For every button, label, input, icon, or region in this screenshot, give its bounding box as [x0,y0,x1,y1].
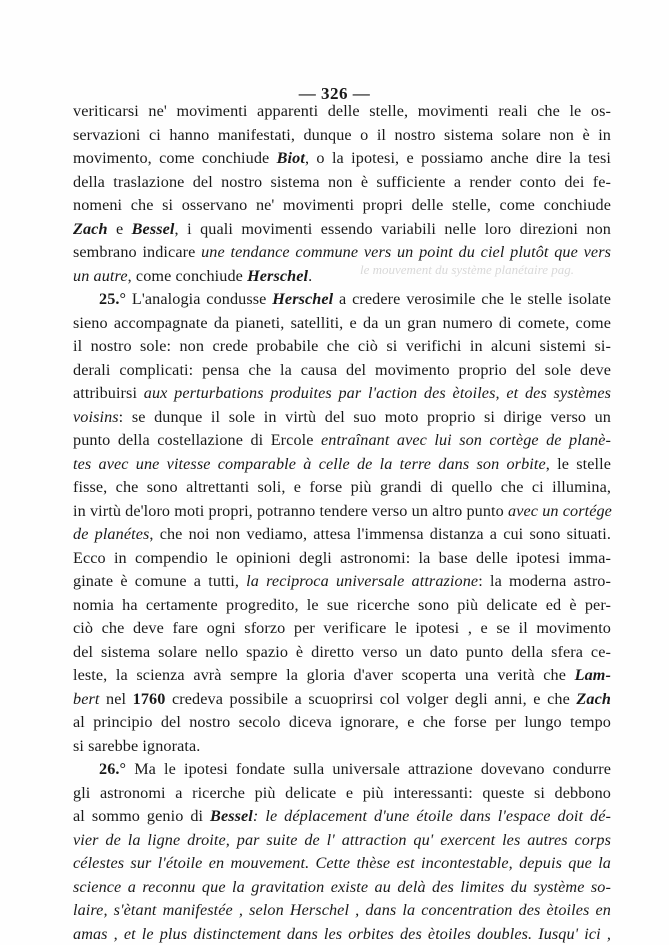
text-segment: Ma le ipotesi fondate sulla universale attrazione dovevano condurre [134,760,611,778]
text-segment: science a reconnu que la gravitation existe au delà des limites du système so- [73,878,611,896]
text-line [73,288,611,312]
text-line [73,570,611,594]
text-line [73,664,611,688]
text-segment: ginate è comune a tutti, [73,572,246,590]
text-line [73,923,611,946]
text-segment: nel [99,690,132,708]
text-line [73,382,611,406]
text-segment: della traslazione del nostro sistema non è sufficiente a render conto dei fe- [73,173,611,191]
text-segment: nomia ha certamente progredito, le sue ricerche sono più delicate ed è per- [73,596,611,614]
text-line [73,711,611,735]
text-line [73,829,611,853]
text-segment: tes avec une vitesse comparable à celle de la terre dans son orbite [73,455,546,473]
text-line [73,359,611,383]
text-line [73,218,611,242]
text-segment: movimento, come conchiude [73,149,277,167]
text-segment: Herschel [272,290,333,308]
text-segment: servazioni ci hanno manifestati, dunque o il nostro sistema solare non è in [73,126,611,144]
text-segment: Herschel [247,267,308,285]
text-segment: une tendance commune vers un point du ciel plutôt que vers [201,243,611,261]
text-segment: vier de la ligne droite, par suite de l' attraction qu' exercent les autres corps [73,831,611,849]
text-segment: la reciproca universale attrazione [246,572,478,590]
text-segment: . [308,267,312,285]
text-segment: Biot [277,149,305,167]
text-segment: , o la ipotesi, e possiamo anche dire la tesi [305,149,611,167]
text-segment: Zach [576,690,611,708]
text-segment: laire, s'ètant manifestée , selon Herschel , dans la concentration des ètoiles en [73,901,611,919]
text-segment: a credere verosimile che le stelle isolate [333,290,611,308]
text-segment: Zach [73,220,108,238]
text-segment: punto della costellazione di Ercole [73,431,321,449]
text-line [73,241,611,265]
text-line [73,171,611,195]
text-line [73,124,611,148]
text-line [73,523,611,547]
text-line [73,147,611,171]
text-segment: Bessel [210,807,253,825]
text-segment: sieno accompagnate da pianeti, satelliti, e da un gran numero di comete, come [73,314,611,332]
text-segment: al principio del nostro secolo diceva ignorare, e che forse per lungo tempo [73,713,611,731]
text-line [73,312,611,336]
text-segment: Ecco in compendio le opinioni degli astronomi: la base delle ipotesi imma- [73,549,611,567]
text-segment: , le stelle [546,455,611,473]
text-line [73,265,611,289]
text-segment: aux perturbations produites par l'action des ètoiles, et des systèmes [144,384,611,402]
text-segment: al sommo genio di [73,807,210,825]
text-line [73,876,611,900]
text-segment: credeva possibile a scuoprirsi col volger degli anni, e che [165,690,576,708]
text-segment: nomeni che si osservano ne' movimenti propri delle stelle, come conchiude [73,196,611,214]
text-line [73,852,611,876]
text-segment: : la moderna astro- [478,572,611,590]
text-line [73,194,611,218]
text-segment: si sarebbe ignorata. [73,737,200,755]
text-segment: 26.° [99,760,134,778]
text-line [73,735,611,759]
text-line [73,500,611,524]
text-line [73,758,611,782]
text-segment: bert [73,690,99,708]
text-line [73,547,611,571]
text-segment: un autre [73,267,128,285]
text-segment: amas , et le plus distinctement dans les orbites des ètoiles doubles. Iusqu' ici , [73,925,611,943]
text-segment: , come conchiude [128,267,247,285]
text-segment: célestes sur l'étoile en mouvement. Cette thèse est incontestable, depuis que la [73,854,611,872]
text-segment: derali complicati: pensa che la causa del movimento proprio del sole deve [73,361,611,379]
text-segment: 1760 [133,690,166,708]
text-line [73,641,611,665]
text-line [73,100,611,124]
text-segment: , i quali movimenti essendo variabili nelle loro direzioni non [175,220,611,238]
body-text [73,100,611,946]
text-segment: Bessel [132,220,175,238]
text-segment: voisins [73,408,119,426]
text-line [73,688,611,712]
text-segment: 25.° [99,290,132,308]
text-segment: entraînant avec lui son cortège de planè- [321,431,611,449]
text-line [73,476,611,500]
text-segment: : le déplacement d'une étoile dans l'espace doit dé- [253,807,611,825]
text-segment: il nostro sole: non crede probabile che ciò si verifichi in alcuni sistemi si- [73,337,611,355]
text-line [73,782,611,806]
text-segment: in virtù de'loro moti propri, potranno tendere verso un altro punto [73,502,508,520]
text-segment: gli astronomi a ricerche più delicate e più interessanti: queste si debbono [73,784,611,802]
text-line [73,429,611,453]
text-line [73,899,611,923]
text-segment: , che noi non vediamo, attesa l'immensa distanza a cui sono situati. [149,525,611,543]
text-line [73,617,611,641]
text-segment: : se dunque il sole in virtù del suo moto proprio si dirige verso un [119,408,611,426]
text-line [73,335,611,359]
text-line [73,406,611,430]
text-segment: e [108,220,132,238]
bleed-through-text: le mouvement du système planétaire pag. [360,262,574,278]
text-segment: Lam- [575,666,611,684]
text-line [73,453,611,477]
text-segment: sembrano indicare [73,243,201,261]
text-segment: del sistema solare nello spazio è diretto verso un dato punto della sfera ce- [73,643,611,661]
text-segment: veriticarsi ne' movimenti apparenti delle stelle, movimenti reali che le os- [73,102,611,120]
text-line [73,594,611,618]
text-line [73,805,611,829]
text-segment: attribuirsi [73,384,144,402]
text-segment: leste, la scienza avrà sempre la gloria d'aver scoperta una verità che [73,666,575,684]
text-segment: de planétes [73,525,149,543]
text-segment: avec un cortége [508,502,612,520]
text-segment: L'analogia condusse [132,290,272,308]
text-segment: ciò che deve fare ogni sforzo per verificare le ipotesi , e se il movimento [73,619,611,637]
text-segment: fisse, che sono altrettanti soli, e forse più grandi di quello che ci illumina, [73,478,611,496]
page-number: — 326 — [0,84,669,104]
